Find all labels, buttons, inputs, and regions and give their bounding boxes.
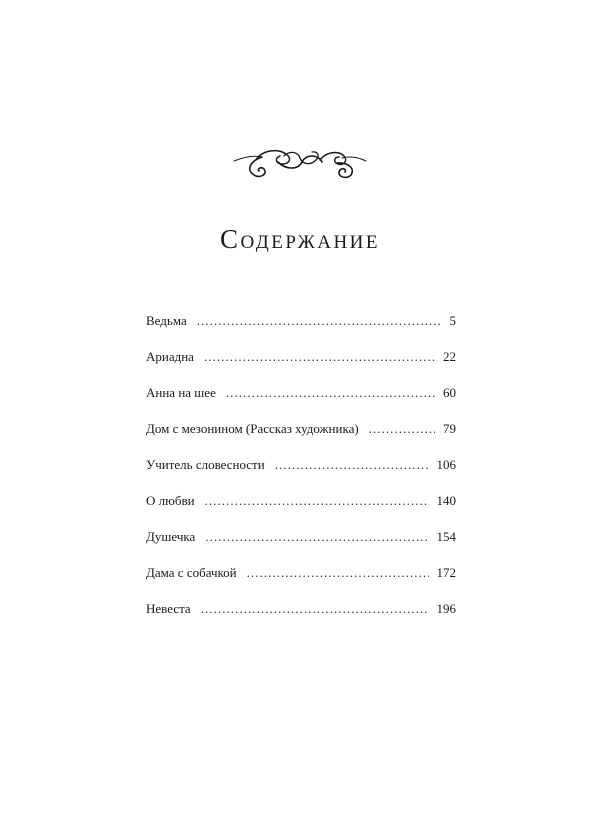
toc-entry-title: О любви (146, 493, 195, 508)
toc-entry[interactable] (146, 417, 456, 453)
toc-entry-page: 60 (443, 385, 456, 400)
page-title: Содержание (219, 224, 381, 254)
toc-entry-page: 22 (443, 349, 456, 364)
toc-entry-title: Ариадна (146, 349, 194, 364)
toc-entry[interactable] (146, 309, 456, 345)
toc-entry-title: Учитель словесности (146, 457, 265, 472)
toc-entry-page: 140 (436, 493, 456, 508)
dot-leader (226, 381, 435, 405)
toc-entry[interactable] (146, 381, 456, 417)
flourish-ornament-icon (232, 140, 368, 182)
toc-entry-title: Душечка (146, 529, 196, 544)
toc-entry-page: 106 (436, 457, 456, 472)
dot-leader (205, 489, 429, 513)
dot-leader (247, 561, 429, 585)
toc-entry-title: Невеста (146, 601, 191, 616)
dot-leader (275, 453, 429, 477)
toc-entry-page: 172 (436, 565, 456, 580)
dot-leader (205, 525, 428, 549)
table-of-contents (146, 309, 456, 633)
dot-leader (369, 417, 435, 441)
toc-entry[interactable] (146, 345, 456, 381)
toc-entry[interactable] (146, 525, 456, 561)
toc-entry-title: Дама с собачкой (146, 565, 237, 580)
toc-entry[interactable] (146, 453, 456, 489)
toc-entry[interactable] (146, 597, 456, 633)
toc-entry-title: Дом с мезонином (Рассказ художника) (146, 421, 359, 436)
toc-entry[interactable] (146, 561, 456, 597)
dot-leader (197, 309, 442, 333)
toc-entry-page: 5 (449, 313, 456, 328)
toc-entry-title: Ведьма (146, 313, 187, 328)
toc-entry[interactable] (146, 489, 456, 525)
dot-leader (204, 345, 435, 369)
toc-entry-title: Анна на шее (146, 385, 216, 400)
toc-entry-page: 79 (443, 421, 456, 436)
dot-leader (201, 597, 429, 621)
toc-entry-page: 154 (436, 529, 456, 544)
toc-entry-page: 196 (436, 601, 456, 616)
